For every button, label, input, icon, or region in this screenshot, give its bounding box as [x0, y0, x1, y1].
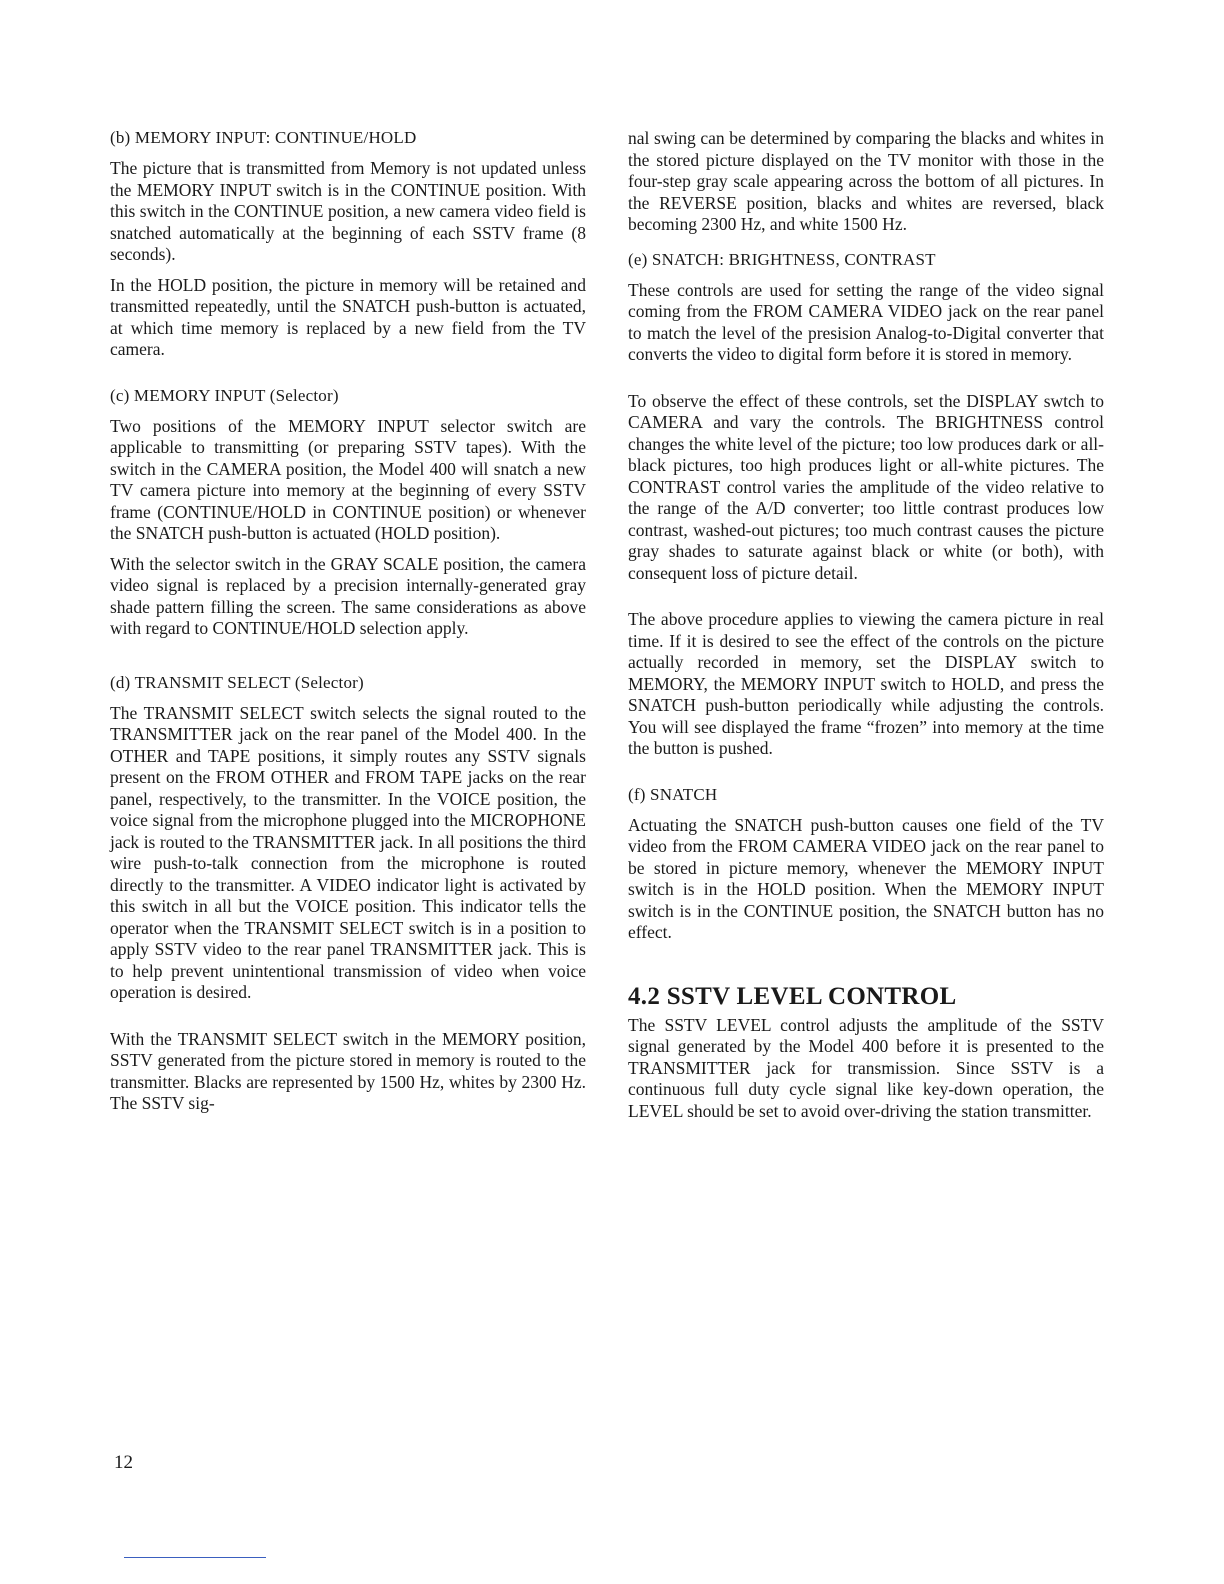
left-column: [110, 128, 586, 1124]
section-b-heading: (b) MEMORY INPUT: CONTINUE/HOLD: [110, 128, 417, 147]
page-number: 12: [114, 1452, 133, 1473]
section-c-paragraph-2: With the selector switch in the GRAY SCALE position, the camera video signal is replaced by a precision internally-generated gray shade pattern filling the screen. The same considerations as above with regard to CONTINUE/HOLD selection apply.: [110, 553, 586, 638]
section-f-paragraph-1: Actuating the SNATCH push-button causes one field of the TV video from the FROM CAMERA VIDEO jack on the rear panel to be stored in picture memory, whenever the MEMORY INPUT switch is in the HOLD position. When the MEMORY INPUT switch is in the CONTINUE position, the SNATCH button has no effect.: [628, 814, 1104, 942]
section-d-heading: (d) TRANSMIT SELECT (Selector): [110, 672, 364, 692]
section-d-continuation: nal swing can be determined by comparing the blacks and whites in the stored picture displayed on the TV monitor with those in the four-step gray scale appearing across the bottom of all pictures. In the REVERSE position, blacks and whites are reversed, black becoming 2300 Hz, and white 1500 Hz.: [628, 128, 1104, 234]
section-d-paragraph-2: With the TRANSMIT SELECT switch in the MEMORY position, SSTV generated from the picture stored in memory is routed to the transmitter. Blacks are represented by 1500 Hz, whites by 2300 Hz. The SSTV sig-: [110, 1028, 586, 1113]
section-4-2-heading: 4.2 SSTV LEVEL CONTROL: [628, 982, 957, 1010]
section-b-paragraph-2: In the HOLD position, the picture in memory will be retained and transmitted repeatedly, until the SNATCH push-button is actuated, at which time memory is replaced by a new field from the TV camera.: [110, 274, 586, 359]
section-c-heading: (c) MEMORY INPUT (Selector): [110, 385, 339, 405]
section-e-heading: (e) SNATCH: BRIGHTNESS, CONTRAST: [628, 249, 936, 269]
section-b-paragraph-1: The picture that is transmitted from Memory is not updated unless the MEMORY INPUT switch is in the CONTINUE position. With this switch in the CONTINUE position, a new camera video field is snatched automatically at the beginning of each SSTV frame (8 seconds).: [110, 158, 586, 264]
footer-rule: [124, 1557, 266, 1558]
right-column: [628, 128, 1104, 1131]
section-e-paragraph-3: The above procedure applies to viewing the camera picture in real time. If it is desired to see the effect of the controls on the picture actually recorded in memory, set the DISPLAY switch to MEMORY, the MEMORY INPUT switch to HOLD, and press the SNATCH push-button periodically while adjusting the controls. You will see displayed the frame “frozen” into memory at the time the button is pushed.: [628, 609, 1104, 758]
section-d-paragraph-1: The TRANSMIT SELECT switch selects the signal routed to the TRANSMITTER jack on the rear panel of the Model 400. In the OTHER and TAPE positions, it simply routes any SSTV signals present on the FROM OTHER and FROM TAPE jacks on the rear panel, respectively, to the transmitter. In the VOICE position, the voice signal from the microphone plugged into the MICROPHONE jack is routed to the TRANSMITTER jack. In all positions the third wire push-to-talk connection from the microphone is routed directly to the transmitter. A VIDEO indicator light is activated by this switch in all but the VOICE position. This indicator tells the operator when the TRANSMIT SELECT switch is in a position to apply SSTV video to the rear panel TRANSMITTER jack. This is to help prevent unintentional transmission of video when voice operation is desired.: [110, 702, 586, 1002]
section-f-heading: (f) SNATCH: [628, 784, 718, 804]
section-e-paragraph-2: To observe the effect of these controls, set the DISPLAY swtch to CAMERA and vary the controls. The BRIGHTNESS control changes the white level of the picture; too low produces dark or all-black pictures, too high produces light or all-white pictures. The CONTRAST control varies the amplitude of the video relative to the range of the A/D converter; too little contrast produces low contrast, washed-out pictures; too much contrast causes the picture gray shades to saturate against black or white (or both), with consequent loss of picture detail.: [628, 390, 1104, 583]
section-c-paragraph-1: Two positions of the MEMORY INPUT selector switch are applicable to transmitting (or preparing SSTV tapes). With the switch in the CAMERA position, the Model 400 will snatch a new TV camera picture into memory at the beginning of every SSTV frame (CONTINUE/HOLD in CONTINUE position) or whenever the SNATCH push-button is actuated (HOLD position).: [110, 415, 586, 543]
section-e-paragraph-1: These controls are used for setting the range of the video signal coming from the FROM CAMERA VIDEO jack on the rear panel to match the level of the presision Analog-to-Digital converter that converts the video to digital form before it is stored in memory.: [628, 279, 1104, 364]
section-4-2-paragraph-1: The SSTV LEVEL control adjusts the amplitude of the SSTV signal generated by the Model 400 before it is presented to the TRANSMITTER jack for transmission. Since SSTV is a continuous full duty cycle signal like key-down operation, the LEVEL should be set to avoid over-driving the station transmitter.: [628, 1014, 1104, 1121]
